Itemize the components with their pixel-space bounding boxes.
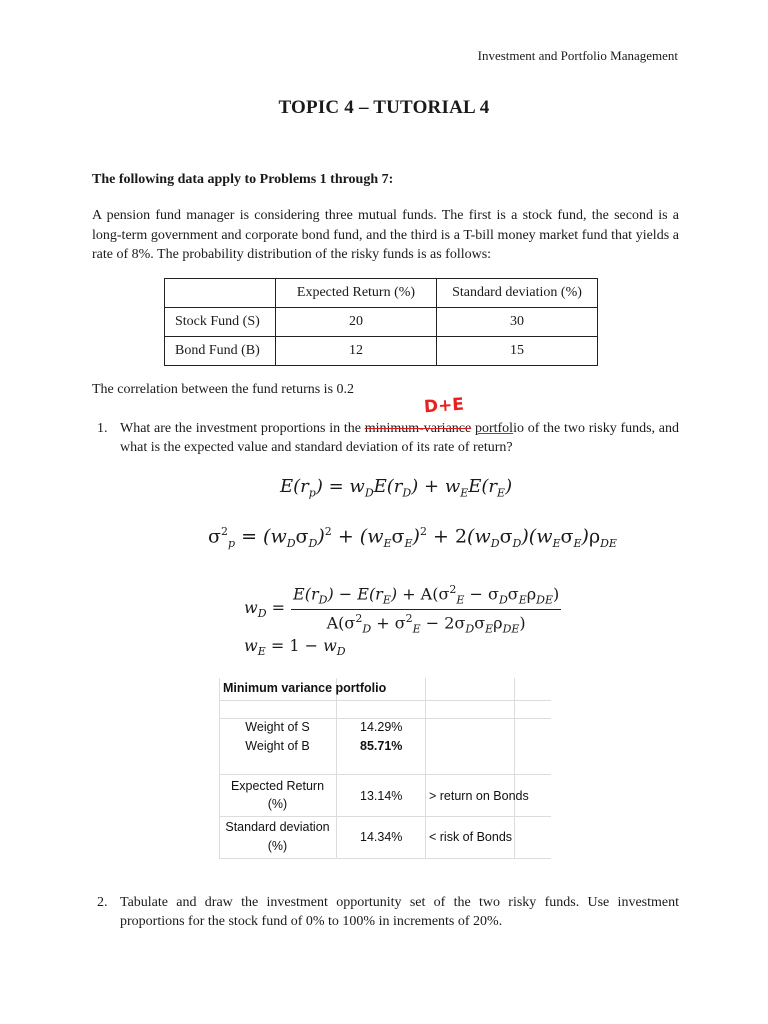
grid-line <box>425 678 426 858</box>
question-text-end: io of the two risky funds, and what is the expected value and standard deviation of its rate of return? <box>120 421 680 455</box>
excel-value: 85.71% <box>360 739 403 753</box>
correlation-text: The correlation between the fund returns is 0.2 <box>92 382 355 397</box>
question-number: 2. <box>97 895 108 910</box>
table-cell: 20 <box>276 308 437 337</box>
expected-return-formula: $E(r_p) = w_DE(r_D) + w_EE(r_E)$ <box>280 476 513 500</box>
handwritten-annotation: D+E <box>423 394 465 418</box>
table-header-cell <box>165 279 276 308</box>
table-header-cell: Expected Return (%) <box>276 279 437 308</box>
grid-line <box>219 774 551 775</box>
excel-value: 14.29% <box>360 720 403 734</box>
table-header-cell: Standard deviation (%) <box>437 279 598 308</box>
excel-label: Standard deviation <box>225 820 330 834</box>
grid-line <box>336 678 337 858</box>
question-1 <box>97 419 679 457</box>
excel-value: 13.14% <box>360 789 403 803</box>
excel-note: < risk of Bonds <box>429 830 513 844</box>
weight-d-formula: $w_D$ = $E(r_D) - E(r_E) + A(\sigma^2_E - \sigma_D\sigma_E\rho_{DE})$ $A(\sigma^2_D + \sigma^2_E - 2\sigma_D\sigma_E\rho_{DE})$ <box>244 583 560 636</box>
fund-table <box>164 278 598 366</box>
struck-text: minimum-variance <box>364 421 472 436</box>
table-row <box>165 337 598 366</box>
table-cell: Bond Fund (B) <box>165 337 276 366</box>
grid-line <box>219 700 551 701</box>
excel-screenshot <box>219 678 551 858</box>
problem-paragraph: A pension fund manager is considering three mutual funds. The first is a stock fund, the second is a long-term government and corporate bond fund, and the third is a T-bill money market fund that yields a rate of 8%. The probability distribution of the risky funds is as follows: <box>92 208 679 262</box>
excel-label: Weight of S <box>245 720 310 734</box>
grid-line <box>219 816 551 817</box>
running-header: Investment and Portfolio Management <box>477 48 678 63</box>
variance-formula: $\sigma^2_p = (w_D\sigma_D)^2 + (w_E\sigma_E)^2 + 2(w_D\sigma_D)(w_E\sigma_E)\rho_{DE}$ <box>208 525 617 551</box>
excel-label: Expected Return <box>230 779 325 793</box>
table-cell: 15 <box>437 337 598 366</box>
weight-e-formula: $w_E = 1 - w_D$ <box>244 636 346 659</box>
underlined-text: portfol <box>474 421 514 436</box>
excel-label: (%) <box>267 797 288 811</box>
question-text: Tabulate and draw the investment opportunity set of the two risky funds. Use investment proportions for the stock fund of 0% to 100% in increments of 20%. <box>120 895 679 929</box>
question-2 <box>97 893 679 931</box>
question-number: 1. <box>97 421 108 436</box>
table-cell: Stock Fund (S) <box>165 308 276 337</box>
question-text-start: What are the investment proportions in the <box>120 421 365 436</box>
page-title: TOPIC 4 – TUTORIAL 4 <box>278 97 490 118</box>
excel-value: 14.34% <box>360 830 403 844</box>
table-cell: 30 <box>437 308 598 337</box>
grid-line <box>219 858 551 859</box>
fund-table-header-row <box>165 279 598 308</box>
excel-note: > return on Bonds <box>429 789 529 803</box>
question-text <box>120 419 679 457</box>
grid-line <box>514 678 515 858</box>
excel-label: Weight of B <box>245 739 310 753</box>
grid-line <box>219 718 551 719</box>
table-row <box>165 308 598 337</box>
excel-title: Minimum variance portfolio <box>223 681 387 695</box>
excel-label: (%) <box>267 839 288 853</box>
intro-heading: The following data apply to Problems 1 through 7: <box>92 172 394 187</box>
table-cell: 12 <box>276 337 437 366</box>
